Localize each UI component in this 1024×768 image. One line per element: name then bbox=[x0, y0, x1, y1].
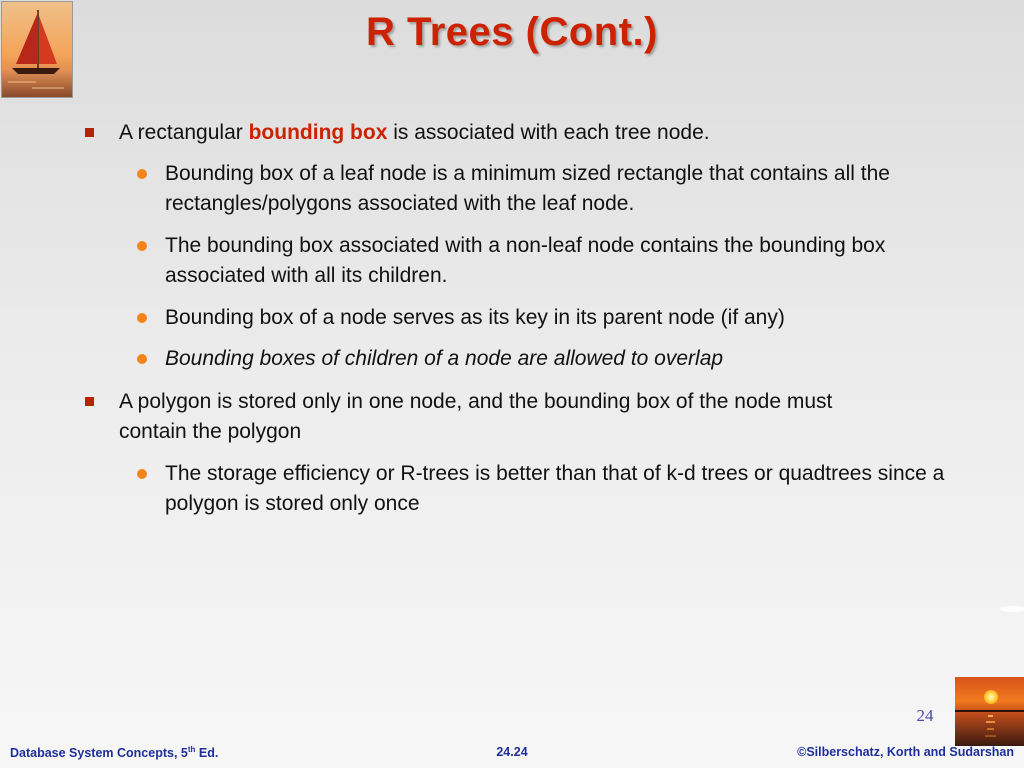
bullet-1-4-text: Bounding boxes of children of a node are allowed to overlap bbox=[165, 347, 724, 370]
bullet-2-1-text: The storage efficiency or R-trees is better than that of k-d trees or quadtrees since a polygon is stored only once bbox=[165, 462, 945, 515]
bullet-2 bbox=[119, 387, 879, 447]
round-bullet-icon bbox=[137, 313, 147, 323]
round-bullet-icon bbox=[137, 354, 147, 364]
bullet-1-1 bbox=[165, 159, 945, 219]
bullet-1-text-start: A rectangular bbox=[119, 121, 249, 144]
page-number: 24 bbox=[916, 706, 934, 725]
bullet-2-text: A polygon is stored only in one node, and the bounding box of the node must contain the polygon bbox=[119, 390, 833, 443]
bullet-1-text-end: is associated with each tree node. bbox=[387, 121, 710, 144]
bullet-1-3 bbox=[165, 303, 945, 333]
footer-book-title-sup: th bbox=[187, 745, 196, 754]
bullet-1-3-text: Bounding box of a node serves as its key in its parent node (if any) bbox=[165, 306, 785, 329]
decorative-streak bbox=[1000, 606, 1024, 612]
footer-book-title bbox=[10, 745, 218, 760]
bullet-1-1-text: Bounding box of a leaf node is a minimum sized rectangle that contains all the rectangles/polygons associated with the leaf node. bbox=[165, 162, 890, 215]
bounding-box-term: bounding box bbox=[248, 121, 388, 144]
bullet-1-2 bbox=[165, 231, 945, 291]
footer-copyright: ©Silberschatz, Korth and Sudarshan bbox=[797, 745, 1014, 759]
round-bullet-icon bbox=[137, 169, 147, 179]
bullet-1-4 bbox=[165, 344, 945, 374]
square-bullet-icon bbox=[85, 128, 94, 137]
sunset-image bbox=[955, 677, 1024, 746]
footer-slide-number: 24.24 bbox=[496, 745, 528, 759]
slide-title: R Trees (Cont.) bbox=[366, 10, 658, 54]
round-bullet-icon bbox=[137, 469, 147, 479]
square-bullet-icon bbox=[85, 397, 94, 406]
bullet-1-2-text: The bounding box associated with a non-leaf node contains the bounding box associated with all its children. bbox=[165, 234, 886, 287]
footer-book-title-main: Database System Concepts, 5 bbox=[10, 746, 188, 761]
round-bullet-icon bbox=[137, 241, 147, 251]
sunset-icon bbox=[955, 677, 1024, 746]
bullet-1 bbox=[119, 118, 879, 148]
footer-book-title-end: Ed. bbox=[195, 746, 219, 761]
bullet-2-1 bbox=[165, 459, 945, 519]
